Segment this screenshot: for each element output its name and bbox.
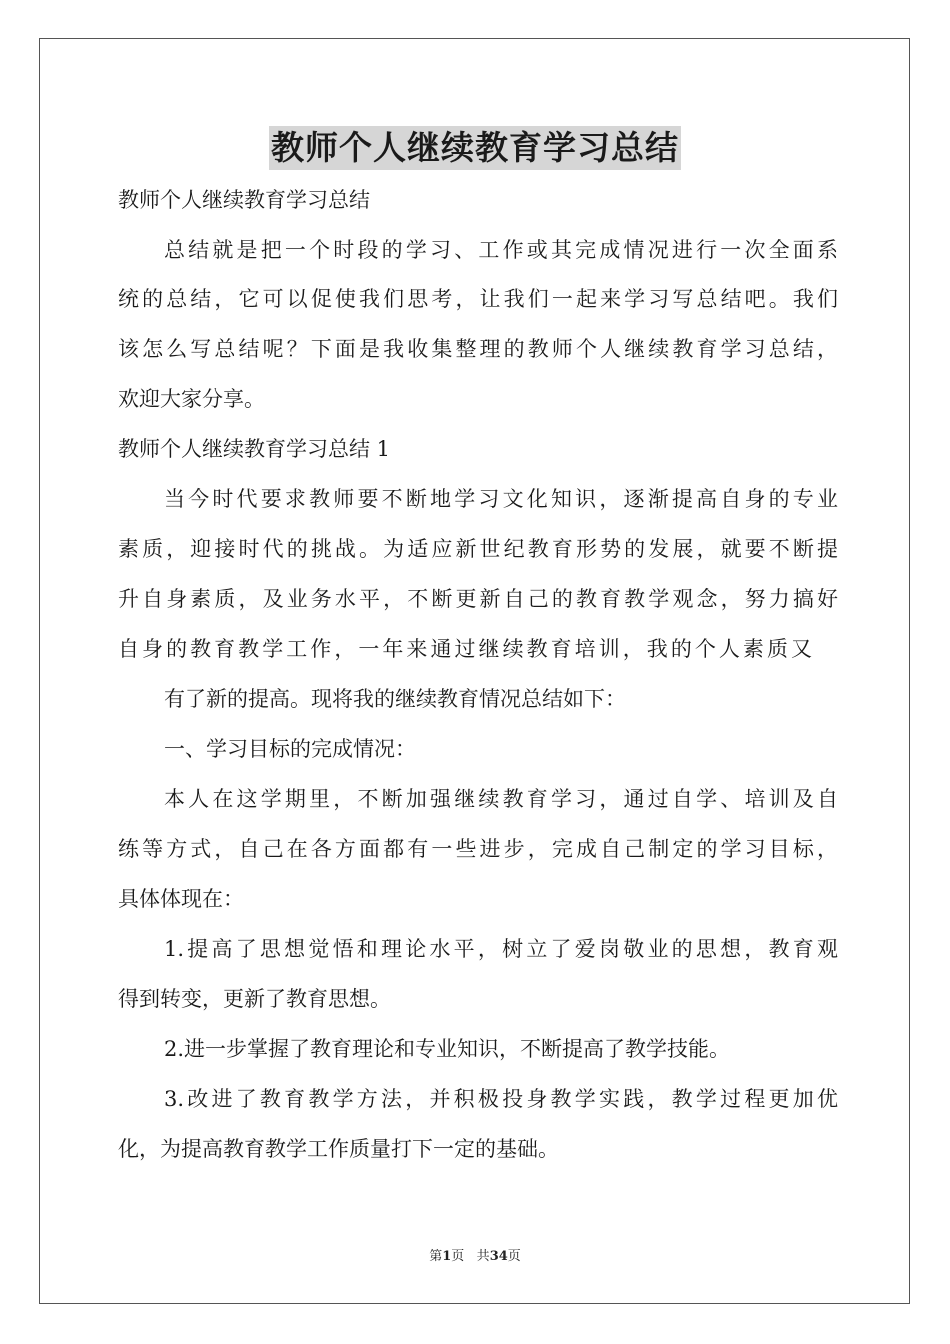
list-item: 3.改进了教育教学方法，并积极投身教学实践，教学过程更加优 bbox=[164, 1087, 838, 1111]
list-heading: 一、学习目标的完成情况： bbox=[164, 737, 416, 761]
paragraph-line: 自身的教育教学工作，一年来通过继续教育培训，我的个人素质又 bbox=[118, 637, 812, 661]
title-container bbox=[0, 126, 950, 170]
list-item: 1.提高了思想觉悟和理论水平，树立了爱岗敬业的思想，教育观 bbox=[164, 937, 838, 961]
page-footer bbox=[0, 1248, 950, 1266]
subtitle-line: 教师个人继续教育学习总结 bbox=[118, 188, 370, 212]
page-prefix: 第 bbox=[429, 1249, 443, 1264]
paragraph-line: 当今时代要求教师要不断地学习文化知识，逐渐提高自身的专业 bbox=[164, 487, 838, 511]
paragraph-line: 有了新的提高。现将我的继续教育情况总结如下： bbox=[164, 687, 626, 711]
total-prefix: 共 bbox=[476, 1249, 490, 1264]
paragraph-line: 素质，迎接时代的挑战。为适应新世纪教育形势的发展，就要不断提 bbox=[118, 537, 838, 561]
paragraph-line: 本人在这学期里，不断加强继续教育学习，通过自学、培训及自 bbox=[164, 787, 838, 811]
list-item: 2.进一步掌握了教育理论和专业知识，不断提高了教学技能。 bbox=[164, 1037, 731, 1061]
document-title: 教师个人继续教育学习总结 bbox=[269, 126, 681, 170]
list-item-continued: 得到转变，更新了教育思想。 bbox=[118, 987, 391, 1011]
paragraph-line: 该怎么写总结呢？下面是我收集整理的教师个人继续教育学习总结， bbox=[118, 337, 838, 361]
page-number: 1 bbox=[442, 1249, 452, 1264]
paragraph-line: 具体体现在： bbox=[118, 887, 244, 911]
total-suffix: 页 bbox=[507, 1249, 521, 1264]
list-item-continued: 化，为提高教育教学工作质量打下一定的基础。 bbox=[118, 1137, 559, 1161]
paragraph-line: 欢迎大家分享。 bbox=[118, 387, 265, 411]
paragraph-line: 总结就是把一个时段的学习、工作或其完成情况进行一次全面系 bbox=[164, 238, 838, 262]
paragraph-line: 统的总结，它可以促使我们思考，让我们一起来学习写总结吧。我们 bbox=[118, 287, 838, 311]
paragraph-line: 升自身素质，及业务水平，不断更新自己的教育教学观念，努力搞好 bbox=[118, 587, 838, 611]
section-heading: 教师个人继续教育学习总结 1 bbox=[118, 437, 391, 461]
page-border bbox=[39, 38, 910, 1304]
total-pages: 34 bbox=[489, 1249, 508, 1264]
page-suffix: 页 bbox=[451, 1249, 465, 1264]
paragraph-line: 练等方式，自己在各方面都有一些进步，完成自己制定的学习目标， bbox=[118, 837, 838, 861]
